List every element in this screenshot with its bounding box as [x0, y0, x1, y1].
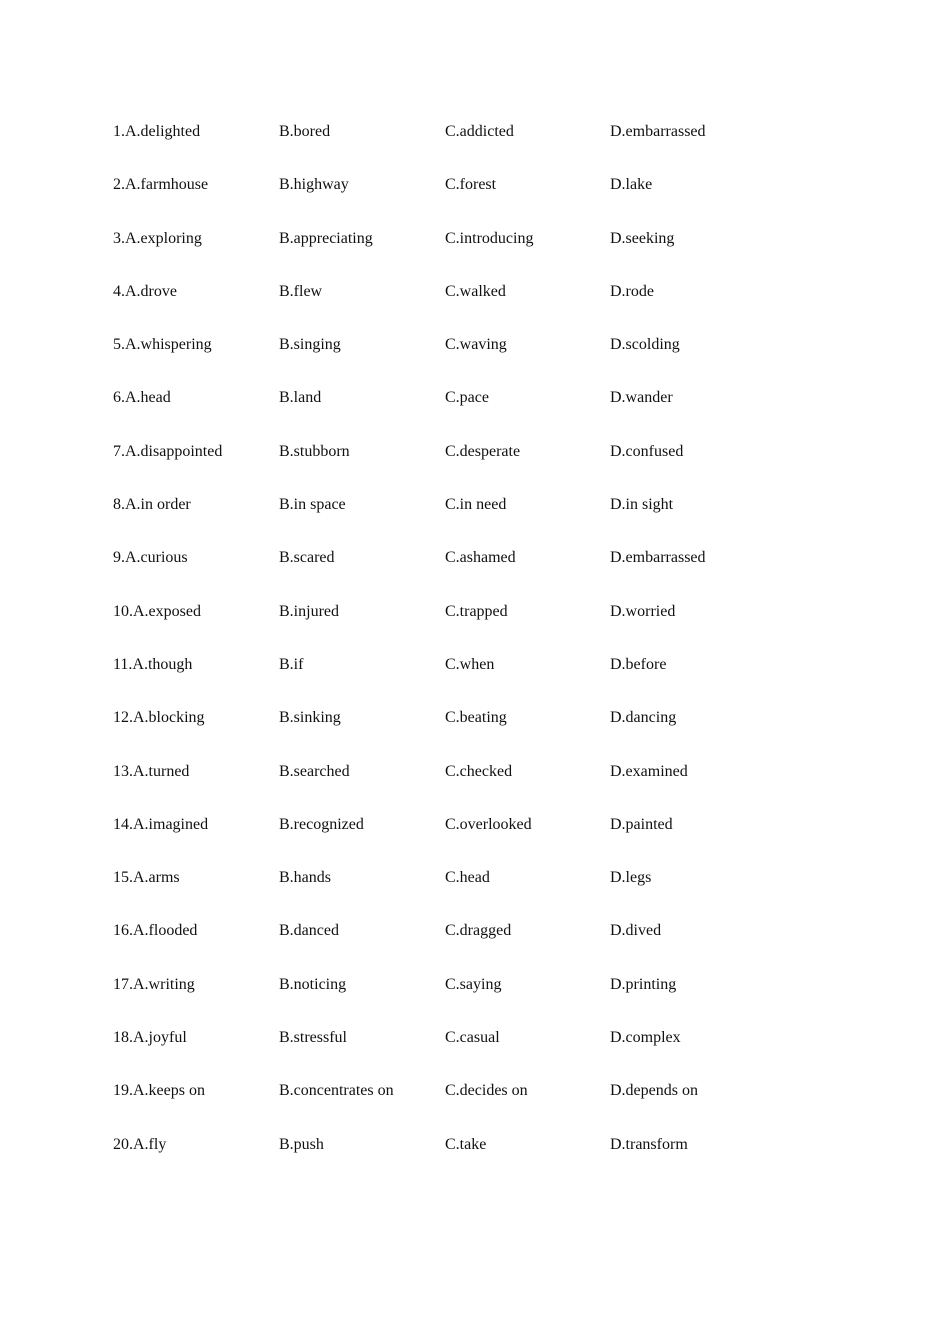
question-row-6 — [113, 386, 873, 439]
option-a: 11.A.though — [113, 655, 193, 673]
option-d: D.scolding — [610, 336, 680, 354]
option-d: D.lake — [610, 176, 653, 194]
question-row-4 — [113, 280, 873, 333]
option-c: C.forest — [445, 176, 497, 194]
option-d: D.before — [610, 655, 667, 673]
option-a: 20.A.fly — [113, 1135, 167, 1153]
question-row-11 — [113, 653, 873, 706]
option-a: 3.A.exploring — [113, 229, 202, 247]
option-d: D.legs — [610, 869, 652, 887]
option-b: B.sinking — [279, 709, 341, 727]
option-b: B.concentrates on — [279, 1082, 394, 1100]
question-row-10 — [113, 600, 873, 653]
option-a: 5.A.whispering — [113, 336, 212, 354]
option-a: 2.A.farmhouse — [113, 176, 209, 194]
option-c: C.saying — [445, 975, 502, 993]
option-d: D.transform — [610, 1135, 688, 1153]
option-c: C.pace — [445, 389, 489, 407]
option-b: B.land — [279, 389, 322, 407]
option-b: B.noticing — [279, 975, 347, 993]
option-b: B.searched — [279, 762, 350, 780]
option-c: C.introducing — [445, 229, 534, 247]
question-row-8 — [113, 493, 873, 546]
option-a: 17.A.writing — [113, 975, 195, 993]
option-b: B.singing — [279, 336, 341, 354]
option-a: 6.A.head — [113, 389, 171, 407]
option-d: D.wander — [610, 389, 673, 407]
option-d: D.complex — [610, 1029, 681, 1047]
question-row-19 — [113, 1079, 873, 1132]
question-row-1 — [113, 120, 873, 173]
option-a: 7.A.disappointed — [113, 442, 223, 460]
option-c: C.beating — [445, 709, 507, 727]
option-a: 13.A.turned — [113, 762, 190, 780]
option-b: B.danced — [279, 922, 339, 940]
question-row-15 — [113, 866, 873, 919]
option-a: 8.A.in order — [113, 496, 191, 514]
option-a: 9.A.curious — [113, 549, 188, 567]
question-row-2 — [113, 173, 873, 226]
option-c: C.take — [445, 1135, 487, 1153]
option-b: B.hands — [279, 869, 331, 887]
option-b: B.if — [279, 655, 304, 673]
option-c: C.casual — [445, 1029, 500, 1047]
option-b: B.push — [279, 1135, 324, 1153]
option-c: C.checked — [445, 762, 513, 780]
option-b: B.injured — [279, 602, 339, 620]
question-row-12 — [113, 706, 873, 759]
option-b: B.appreciating — [279, 229, 373, 247]
option-d: D.examined — [610, 762, 688, 780]
option-a: 16.A.flooded — [113, 922, 198, 940]
question-row-9 — [113, 546, 873, 599]
option-c: C.in need — [445, 496, 507, 514]
option-c: C.desperate — [445, 442, 521, 460]
option-d: D.dancing — [610, 709, 677, 727]
option-a: 12.A.blocking — [113, 709, 205, 727]
option-d: D.dived — [610, 922, 662, 940]
option-c: C.head — [445, 869, 490, 887]
option-c: C.walked — [445, 282, 506, 300]
option-d: D.in sight — [610, 496, 674, 514]
option-d: D.rode — [610, 282, 654, 300]
option-d: D.embarrassed — [610, 549, 706, 567]
question-row-5 — [113, 333, 873, 386]
question-row-17 — [113, 973, 873, 1026]
option-b: B.scared — [279, 549, 335, 567]
option-c: C.trapped — [445, 602, 508, 620]
option-d: D.worried — [610, 602, 676, 620]
question-row-16 — [113, 919, 873, 972]
option-c: C.when — [445, 655, 495, 673]
option-b: B.stressful — [279, 1029, 347, 1047]
question-row-3 — [113, 227, 873, 280]
option-d: D.printing — [610, 975, 677, 993]
option-b: B.in space — [279, 496, 346, 514]
option-a: 10.A.exposed — [113, 602, 201, 620]
option-a: 4.A.drove — [113, 282, 177, 300]
question-row-18 — [113, 1026, 873, 1079]
question-row-14 — [113, 813, 873, 866]
option-c: C.dragged — [445, 922, 512, 940]
option-b: B.flew — [279, 282, 323, 300]
option-b: B.bored — [279, 123, 331, 140]
option-a: 19.A.keeps on — [113, 1082, 205, 1100]
option-c: C.waving — [445, 336, 507, 354]
question-row-20 — [113, 1133, 873, 1186]
option-d: D.confused — [610, 442, 684, 460]
option-a: 14.A.imagined — [113, 815, 209, 833]
option-b: B.stubborn — [279, 442, 350, 460]
option-c: C.overlooked — [445, 815, 532, 833]
option-c: C.ashamed — [445, 549, 516, 567]
option-d: D.embarrassed — [610, 123, 706, 140]
option-d: D.seeking — [610, 229, 675, 247]
option-a: 18.A.joyful — [113, 1029, 187, 1047]
option-a: 1.A.delighted — [113, 123, 201, 140]
options-list — [113, 120, 873, 1186]
option-a: 15.A.arms — [113, 869, 180, 887]
option-c: C.decides on — [445, 1082, 528, 1100]
option-d: D.painted — [610, 815, 673, 833]
option-b: B.recognized — [279, 815, 364, 833]
question-row-7 — [113, 440, 873, 493]
option-c: C.addicted — [445, 123, 514, 140]
question-row-13 — [113, 760, 873, 813]
option-b: B.highway — [279, 176, 349, 194]
option-d: D.depends on — [610, 1082, 698, 1100]
